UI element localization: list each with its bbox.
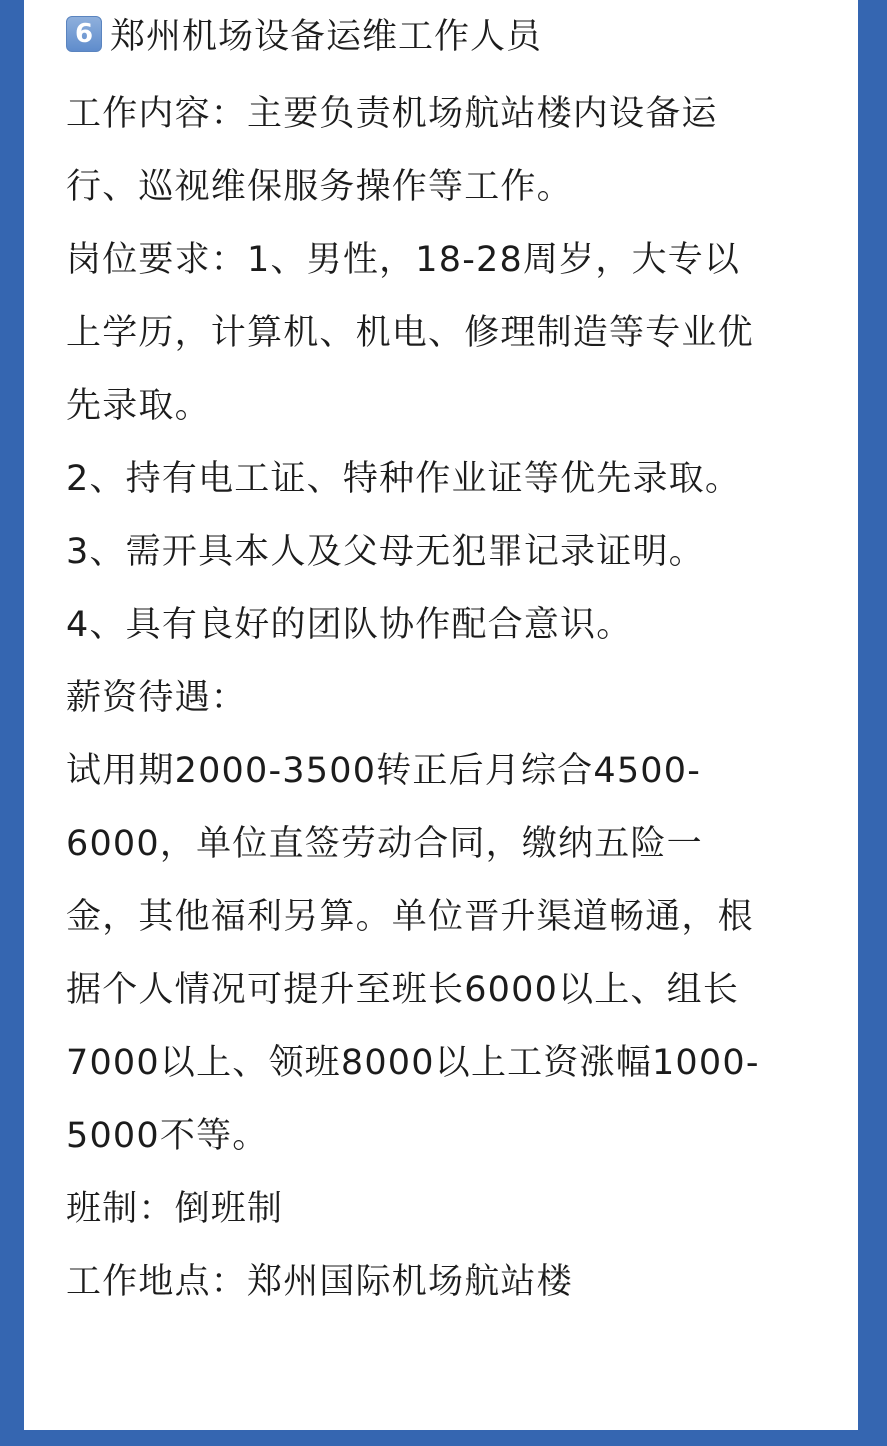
post-card xyxy=(24,0,858,1430)
salary-line-3: 金，其他福利另算。单位晋升渠道畅通，根 xyxy=(66,897,754,937)
requirement-item-2: 2、持有电工证、特种作业证等优先录取。 xyxy=(66,459,742,499)
requirement-line-1: 岗位要求：1、男性，18-28周岁，大专以 xyxy=(66,240,741,280)
requirement-line-3: 先录取。 xyxy=(66,386,211,426)
salary-line-2: 6000，单位直签劳动合同，缴纳五险一 xyxy=(66,824,703,864)
number-six-icon: 6 xyxy=(66,16,102,52)
job-title: 郑州机场设备运维工作人员 xyxy=(110,17,543,57)
requirement-line-2: 上学历，计算机、机电、修理制造等专业优 xyxy=(66,313,754,353)
requirement-item-4: 4、具有良好的团队协作配合意识。 xyxy=(66,605,633,645)
salary-line-1: 试用期2000-3500转正后月综合4500- xyxy=(66,751,702,791)
salary-line-6: 5000不等。 xyxy=(66,1116,269,1156)
shift-info: 班制：倒班制 xyxy=(66,1189,284,1229)
salary-line-4: 据个人情况可提升至班长6000以上、组长 xyxy=(66,970,740,1010)
job-content-line-2: 行、巡视维保服务操作等工作。 xyxy=(66,167,573,207)
salary-line-5: 7000以上、领班8000以上工资涨幅1000- xyxy=(66,1043,760,1083)
job-title-row xyxy=(66,6,838,62)
salary-heading: 薪资待遇： xyxy=(66,678,248,718)
work-location: 工作地点：郑州国际机场航站楼 xyxy=(66,1262,573,1302)
requirement-item-3: 3、需开具本人及父母无犯罪记录证明。 xyxy=(66,532,705,572)
job-content-line-1: 工作内容：主要负责机场航站楼内设备运 xyxy=(66,94,718,134)
